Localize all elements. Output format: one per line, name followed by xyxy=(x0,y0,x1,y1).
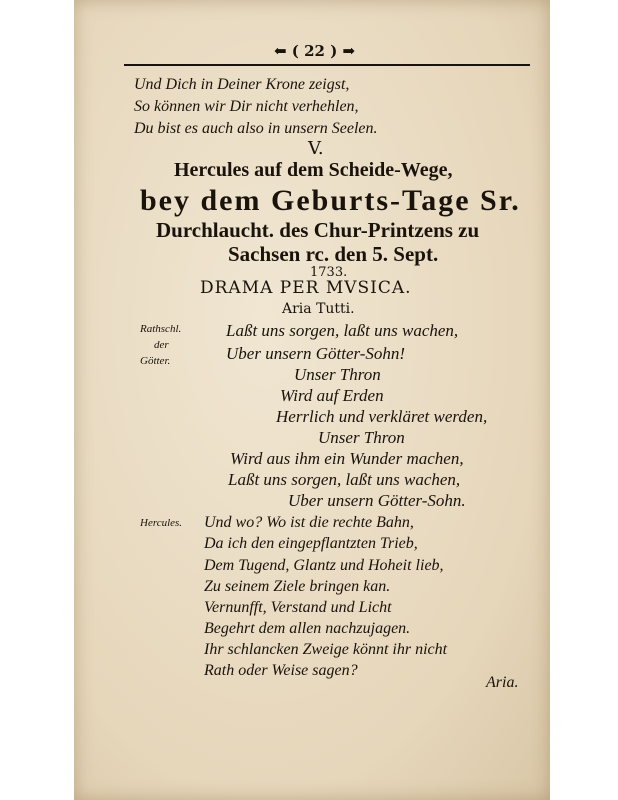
recitative-line: Vernunfft, Verstand und Licht xyxy=(204,599,392,616)
aria-line: Uber unsern Götter-Sohn. xyxy=(288,491,466,510)
title-year: 1733. xyxy=(310,265,348,280)
recitative-line: Und wo? Wo ist die rechte Bahn, xyxy=(204,514,414,531)
verse-line: So können wir Dir nicht verhehlen, xyxy=(134,98,359,115)
recitative-line: Zu seinem Ziele bringen kan. xyxy=(204,578,391,595)
recitative-line: Rath oder Weise sagen? xyxy=(204,662,358,679)
aria-line: Unser Thron xyxy=(318,428,405,447)
aria-tutti-heading: Aria Tutti. xyxy=(282,301,355,317)
aria-line: Uber unsern Götter-Sohn! xyxy=(226,344,406,363)
recitative-line: Ihr schlancken Zweige könnt ihr nicht xyxy=(204,641,448,658)
aria-line: Herrlich und verkläret werden, xyxy=(276,407,488,426)
aria-line: Laßt uns sorgen, laßt uns wachen, xyxy=(228,470,461,489)
section-number: V. xyxy=(308,138,324,159)
book-page xyxy=(74,0,550,800)
speaker-label: Hercules. xyxy=(140,517,183,529)
speaker-label: Rathschl. xyxy=(140,323,182,335)
title-line-2: bey dem Geburts-Tage Sr. xyxy=(140,184,521,217)
recitative-line: Dem Tugend, Glantz und Hoheit lieb, xyxy=(204,557,444,574)
aria-line: Laßt uns sorgen, laßt uns wachen, xyxy=(226,321,459,340)
recitative-line: Begehrt dem allen nachzujagen. xyxy=(204,620,411,637)
header-rule xyxy=(124,64,530,66)
drama-heading: DRAMA PER MVSICA. xyxy=(200,278,412,298)
title-line-4: Sachsen rc. den 5. Sept. xyxy=(228,242,439,266)
title-line-1: Hercules auf dem Scheide-Wege, xyxy=(174,159,453,181)
aria-line: Wird auf Erden xyxy=(280,386,384,405)
verse-line: Du bist es auch also in unsern Seelen. xyxy=(134,120,378,137)
recitative-line: Da ich den eingepflantzten Trieb, xyxy=(204,535,418,552)
aria-line: Wird aus ihm ein Wunder machen, xyxy=(230,449,464,468)
catchword: Aria. xyxy=(486,674,519,691)
speaker-label: der xyxy=(154,339,169,351)
verse-line: Und Dich in Deiner Krone zeigst, xyxy=(134,76,350,93)
aria-line: Unser Thron xyxy=(294,365,381,384)
page-number-header: ⬅ ( 22 ) ➡ xyxy=(274,42,356,60)
speaker-label: Götter. xyxy=(140,355,171,367)
title-line-3: Durchlaucht. des Chur-Printzens zu xyxy=(156,218,480,242)
